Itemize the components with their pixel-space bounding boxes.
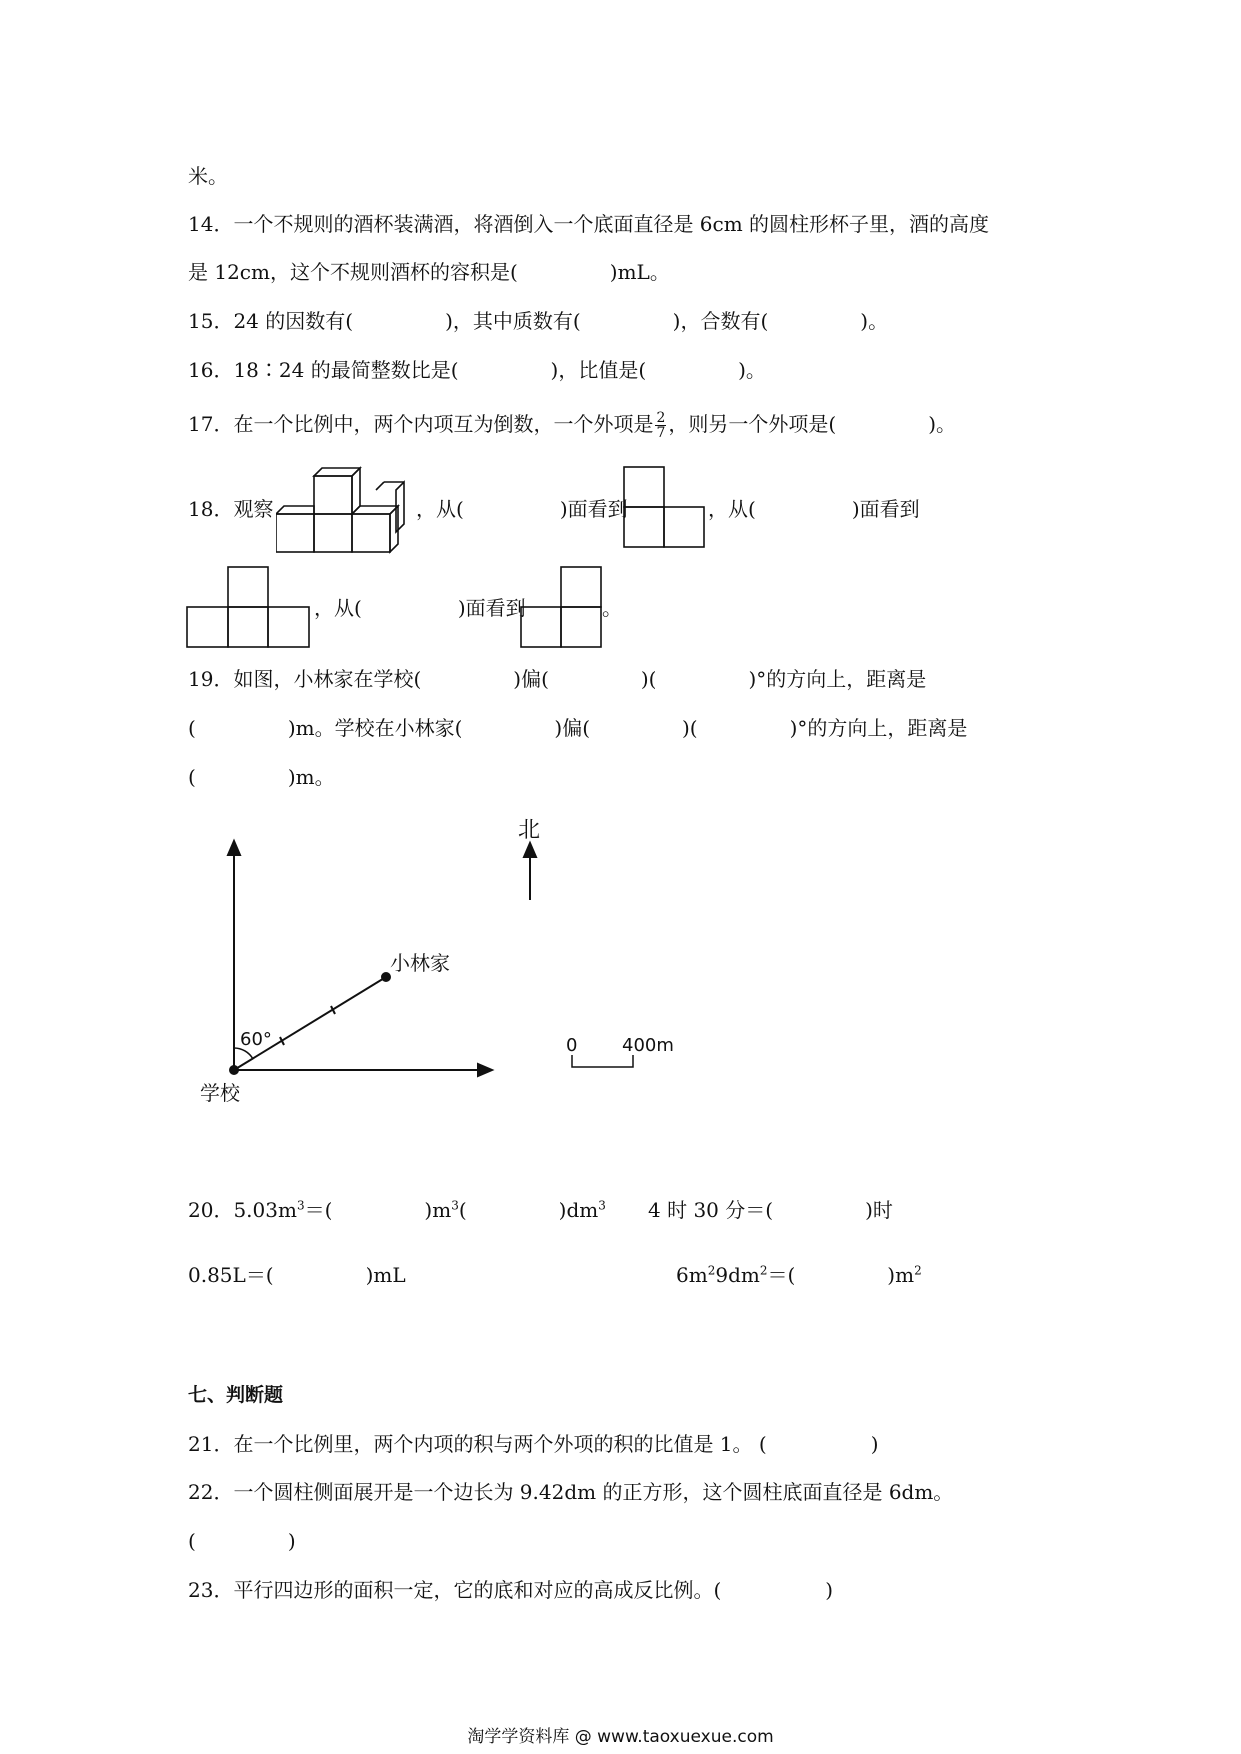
superscript: 2 bbox=[759, 1263, 768, 1278]
text: )，其中质数有( bbox=[445, 309, 581, 333]
text: 23．平行四边形的面积一定，它的底和对应的高成反比例。( bbox=[188, 1578, 722, 1602]
text: ) bbox=[287, 1529, 296, 1553]
text: )m bbox=[887, 1263, 915, 1287]
text: 14．一个不规则的酒杯装满酒，将酒倒入一个底面直径是 6cm 的圆柱形杯子里，酒的高度 bbox=[188, 212, 990, 236]
section-heading bbox=[188, 1381, 283, 1409]
question-17 bbox=[188, 410, 956, 440]
cube-stack-figure bbox=[276, 462, 416, 554]
question-14-line2 bbox=[188, 258, 670, 286]
question-21 bbox=[188, 1430, 879, 1458]
text: 0.85L＝( bbox=[188, 1263, 274, 1287]
superscript: 2 bbox=[707, 1263, 716, 1278]
text: )。 bbox=[738, 358, 766, 382]
text: 18．观察 bbox=[188, 497, 274, 521]
text: 19．如图，小林家在学校( bbox=[188, 667, 422, 691]
text: 是 12cm，这个不规则酒杯的容积是( bbox=[188, 260, 518, 284]
text: )，合数有( bbox=[672, 309, 769, 333]
text: 16．18∶24 的最简整数比是( bbox=[188, 358, 459, 382]
question-22-answer bbox=[188, 1527, 296, 1555]
text: 9dm bbox=[715, 1263, 760, 1287]
text: ，从( bbox=[416, 497, 464, 521]
home-label: 小林家 bbox=[390, 951, 450, 975]
superscript: 2 bbox=[914, 1263, 922, 1278]
question-20-area bbox=[676, 1261, 922, 1289]
text: 七、判断题 bbox=[188, 1384, 284, 1406]
text: )偏( bbox=[513, 667, 549, 691]
question-22 bbox=[188, 1478, 953, 1506]
scale-zero-label: 0 bbox=[566, 1035, 578, 1056]
text: ( bbox=[458, 1198, 467, 1222]
text: )°的方向上，距离是 bbox=[748, 667, 927, 691]
text: ( bbox=[188, 716, 196, 740]
text: 15．24 的因数有( bbox=[188, 309, 354, 333]
fraction bbox=[655, 411, 666, 440]
superscript: 3 bbox=[598, 1198, 606, 1213]
question-19-line1 bbox=[188, 665, 926, 693]
text: 17．在一个比例中，两个内项互为倒数，一个外项是 bbox=[188, 412, 654, 436]
question-19-line2 bbox=[188, 714, 967, 742]
text: 22．一个圆柱侧面展开是一个边长为 9.42dm 的正方形，这个圆柱底面直径是 6dm。 bbox=[188, 1480, 954, 1504]
school-label: 学校 bbox=[200, 1081, 240, 1105]
question-18-part1 bbox=[416, 495, 628, 523]
text: 。 bbox=[602, 596, 622, 620]
superscript: 3 bbox=[296, 1198, 305, 1213]
text: ＝( bbox=[767, 1263, 796, 1287]
scale-unit-label: 400m bbox=[622, 1035, 674, 1056]
page-footer: 淘学学资料库 @ www.taoxuexue.com bbox=[467, 1727, 774, 1747]
text: ( bbox=[188, 1529, 196, 1553]
text: )。 bbox=[928, 412, 956, 436]
text: ，则另一个外项是( bbox=[668, 412, 837, 436]
text: )( bbox=[640, 667, 657, 691]
text: 6m bbox=[676, 1263, 708, 1287]
text: )时 bbox=[865, 1198, 893, 1222]
text: )mL。 bbox=[609, 260, 670, 284]
view-figure-3 bbox=[520, 566, 604, 648]
view-figure-1 bbox=[623, 466, 707, 550]
text: ) bbox=[825, 1578, 834, 1602]
text: ，从( bbox=[314, 596, 362, 620]
text: )mL bbox=[365, 1263, 406, 1287]
question-20-line1 bbox=[188, 1196, 606, 1224]
question-20-line2 bbox=[188, 1261, 406, 1289]
text: )m bbox=[424, 1198, 452, 1222]
question-15 bbox=[188, 307, 888, 335]
direction-diagram bbox=[190, 815, 690, 1105]
text: )面看到 bbox=[559, 497, 628, 521]
text: )，比值是( bbox=[550, 358, 647, 382]
text: )m。 bbox=[287, 765, 335, 789]
text: 20．5.03m bbox=[188, 1198, 297, 1222]
angle-label: 60° bbox=[240, 1029, 272, 1050]
text: ) bbox=[870, 1432, 879, 1456]
superscript: 3 bbox=[451, 1198, 459, 1213]
question-18-part2 bbox=[708, 495, 920, 523]
question-14-line1 bbox=[188, 210, 989, 238]
text: ( bbox=[188, 765, 196, 789]
fraction-denominator: 7 bbox=[656, 425, 666, 441]
question-20-time bbox=[648, 1196, 893, 1224]
question-18-end bbox=[602, 594, 622, 622]
text-line bbox=[188, 162, 228, 190]
text: )m。学校在小林家( bbox=[287, 716, 463, 740]
question-18-part3 bbox=[314, 594, 526, 622]
question-19-line3 bbox=[188, 763, 335, 791]
view-figure-2 bbox=[186, 566, 312, 648]
text: 4 时 30 分＝( bbox=[648, 1198, 774, 1222]
text: )dm bbox=[558, 1198, 599, 1222]
fraction-numerator: 2 bbox=[656, 410, 666, 426]
text: )( bbox=[682, 716, 698, 740]
text: 21．在一个比例里，两个内项的积与两个外项的积的比值是 1。 ( bbox=[188, 1432, 767, 1456]
text: )。 bbox=[860, 309, 889, 333]
question-18-label bbox=[188, 495, 273, 523]
text: 米。 bbox=[188, 164, 228, 188]
question-16 bbox=[188, 356, 766, 384]
text: ，从( bbox=[708, 497, 756, 521]
text: )°的方向上，距离是 bbox=[789, 716, 968, 740]
north-label: 北 bbox=[518, 818, 541, 843]
text: ＝( bbox=[304, 1198, 333, 1222]
question-23 bbox=[188, 1576, 833, 1604]
text: )面看到 bbox=[851, 497, 920, 521]
text: )偏( bbox=[554, 716, 590, 740]
text: )面看到 bbox=[457, 596, 526, 620]
